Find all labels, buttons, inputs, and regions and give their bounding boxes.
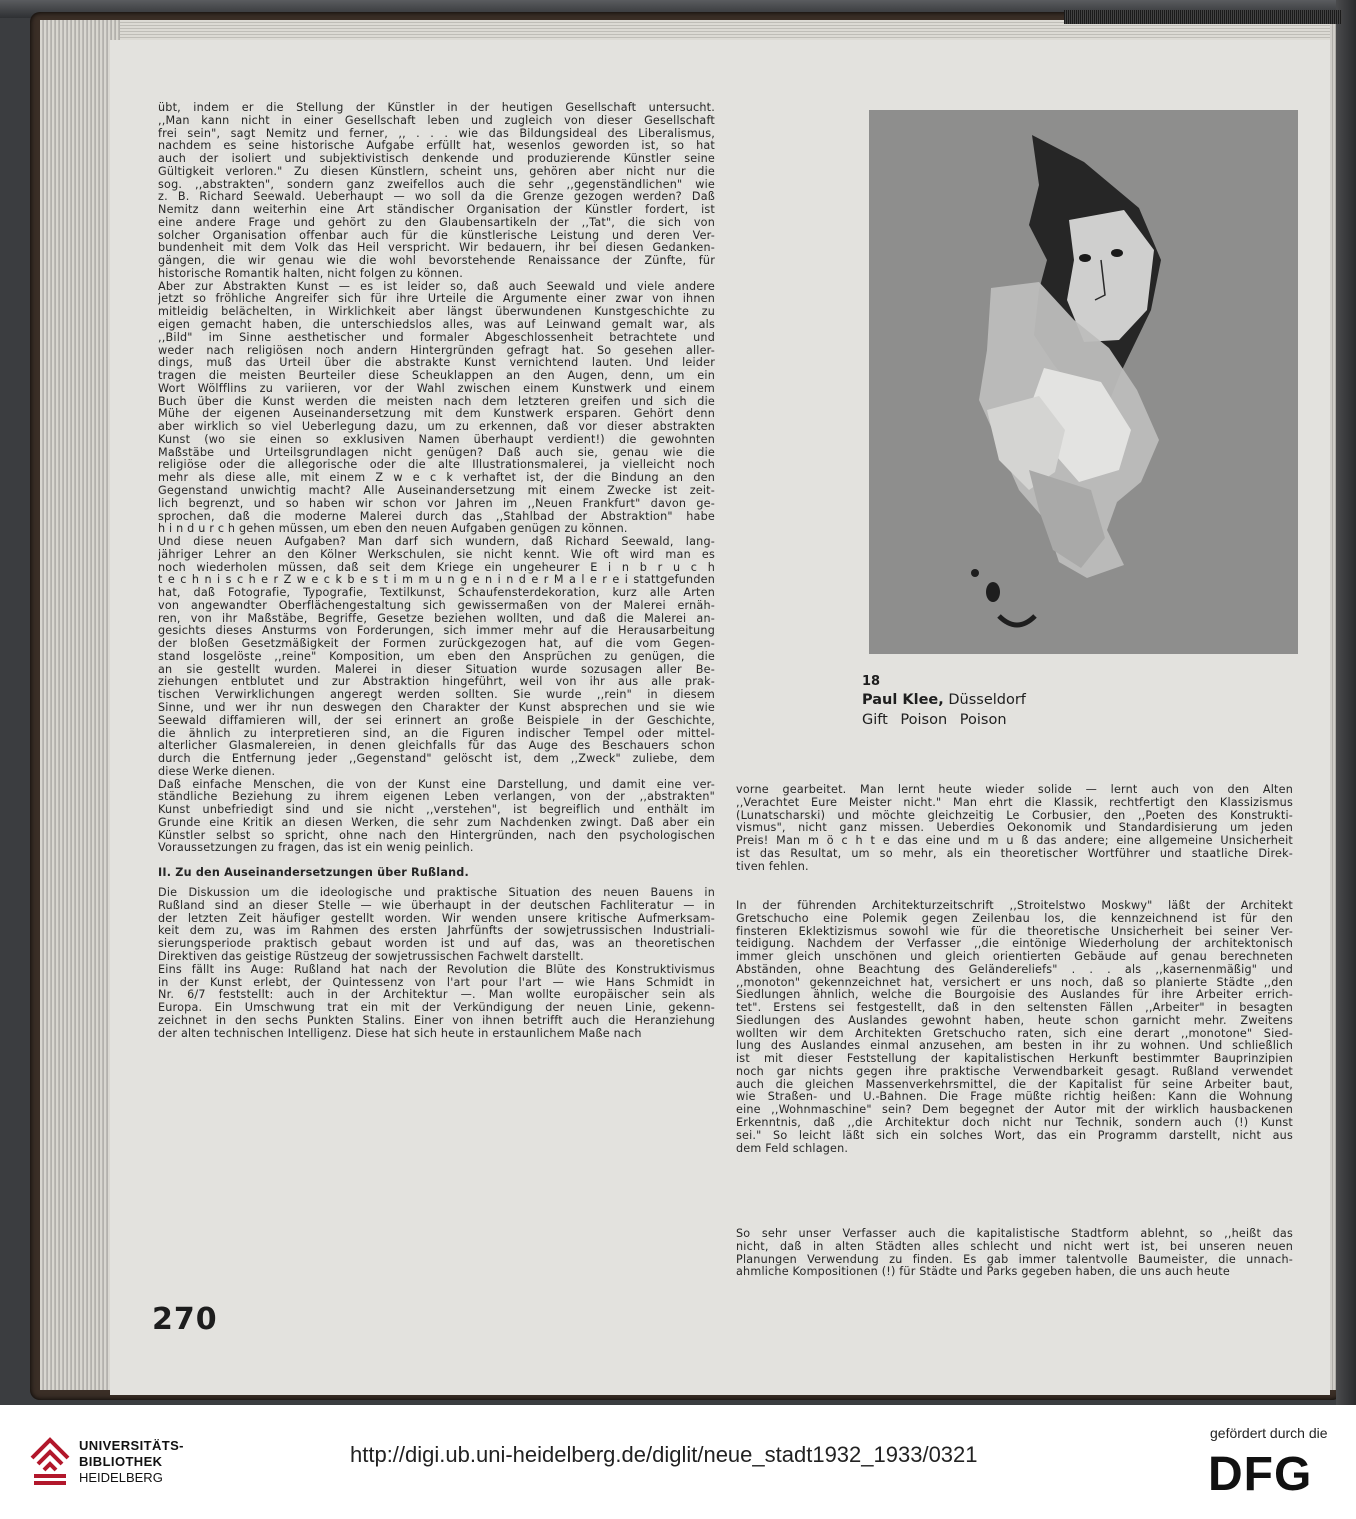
text-line: wie Straßen- und U.-Bahnen. Die Frage müßte richtig heißen: Kann die Wohnung [736, 1091, 1293, 1104]
text-line: jetzt so fröhliche Angreifer sich für ihre Urteile die Argumente einer zwar von ihnen [158, 293, 715, 306]
text-line: ziehungen entblutet und zur Abstraktion hingeführt, weil von ihr aus alle prak- [158, 676, 715, 689]
text-line: dem Feld schlagen. [736, 1142, 849, 1155]
text-line: religiöse oder die allegorische oder die alte Illustrationsmalerei, ja vielleicht noch [158, 459, 715, 472]
left-paragraph-4 [158, 779, 715, 856]
left-paragraph-1 [158, 102, 715, 281]
text-line: frei sein", sagt Nemitz und ferner, ,, . . . wie das Bildungsideal des Liberalismus, [158, 127, 715, 140]
text-line: So sehr unser Verfasser auch die kapitalistische Stadtform ablehnt, so ,,heißt das [736, 1228, 1293, 1240]
text-line: vorne gearbeitet. Man lernt heute wieder solide — lernt auch von den Alten [736, 784, 1293, 796]
left-paragraph-2 [158, 281, 715, 536]
text-line: durch die Entfernung jeder ,,Gegenstand" gelöscht ist, dem ,,Zweck" zuliebe, dem [158, 753, 715, 766]
painting-image [869, 110, 1298, 654]
text-line: Künstler selbst so spricht, ohne nach den Hintergründen, nach den psychologischen [158, 829, 715, 842]
text-line: Kunst unbefriedigt sind und sie nicht ,,verstehen", ist begreiflich und enthält im [158, 804, 715, 817]
text-line: noch gar nichts gegen ihre praktische Verwendbarkeit gesagt. Rußland verwendet [736, 1065, 1293, 1078]
text-line: diese Werke dienen. [158, 765, 276, 778]
permalink-url[interactable]: http://digi.ub.uni-heidelberg.de/diglit/neue_stadt1932_1933/0321 [350, 1442, 978, 1467]
text-line: Nemitz dann weiterhin eine Art ständischer Organisation der Künstler fordert, ist [158, 204, 715, 217]
library-name-line-3: HEIDELBERG [79, 1470, 163, 1485]
figure-city: Düsseldorf [948, 692, 1026, 708]
text-line: ren, von ihr Maßstäbe, Begriffe, Gesetze beziehen wollten, und daß die Malerei an- [158, 612, 715, 625]
text-line: Rußland sind an dieser Stelle — wie überhaupt in der deutschen Fachliteratur — in [158, 899, 715, 912]
text-line: z. B. Richard Seewald. Ueberhaupt — wo soll da die Grenze gezogen werden? Daß [158, 191, 715, 204]
text-line: die ähnlich zu interpretieren sind, an die Figuren indischer Tempel oder mittel- [158, 727, 715, 740]
text-line: (Lunatscharski) und möchte gleichzeitig Le Corbusier, den ,,Poeten des Konstrukti- [736, 809, 1293, 822]
page-edges-left [40, 20, 120, 1390]
text-line: der alten technischen Intelligenz. Diese hat sich heute in erstaunlichem Maße nach [158, 1027, 642, 1040]
text-line: zeichnet in den sechs Punkten Stalins. Einer von ihnen betrifft auch die Heranziehung [158, 1014, 715, 1027]
right-paragraph-2 [736, 900, 1293, 1155]
text-line: solcher Organisation offenbar auch für die künstlerische Leistung und deren Ver- [158, 229, 715, 242]
text-line: t e c h n i s c h e r Z w e c k b e s t i m m u n g e n i n d e r M a l e r e i stattgefunden [158, 574, 715, 587]
background-right [1336, 0, 1356, 1405]
text-line: Wort Wölfflins zu variieren, vor der Wahl zwischen einem Kunstwerk und einem [158, 382, 715, 395]
library-name[interactable] [79, 1438, 184, 1486]
text-line: hat, daß Fotografie, Typografie, Textilkunst, Schaufensterdekoration, kurz alle Arten [158, 587, 715, 600]
text-line: Planungen Verwendung zu finden. Es gab immer talentvolle Baumeister, die unnach- [736, 1253, 1293, 1266]
left-paragraph-5 [158, 887, 715, 964]
text-line: tet". Erstens sei festgestellt, daß in den seltensten Fällen ,,Arbeiter" in besagten [736, 1002, 1293, 1015]
left-column [158, 102, 715, 1040]
text-line: lung des Auslandes einmal anzusehen, am besten in ihr zu wohnen. Und schließlich [736, 1040, 1293, 1053]
text-line: mehr als diese alle, mit einem Z w e c k verhaftet ist, der die Bindung an den [158, 472, 715, 485]
text-line: tragen die meisten Beurteiler diese Scheuklappen an den Augen, denn, um ein [158, 370, 715, 383]
text-line: tischen Verwirklichungen angeregt werden sollten. Sie wurde ,,rein" in diesem [158, 689, 715, 702]
text-line: Europa. Ein Umschwung trat ein mit der Verkündigung der neuen Linie, gekenn- [158, 1002, 715, 1015]
text-line: Erkenntnis, daß ,,die Architektur doch nicht nur Technik, sondern auch (!) Kunst [736, 1117, 1293, 1130]
text-line: Aber zur Abstrakten Kunst — es ist leider so, daß auch Seewald und viele andere [158, 280, 715, 293]
text-line: sierungsperiode praktisch gebaut worden ist und auf das, was an theoretischen [158, 938, 715, 951]
text-line: ständliche Beziehung zu ihrem eigenen Leben verlangen, von der ,,abstrakten" [158, 791, 715, 804]
text-line: eigen gemacht haben, die unterschiedslos alles, was auf Leinwand gemalt war, als [158, 319, 715, 332]
viewer-footer [0, 1405, 1356, 1519]
text-line: ,,monoton" gekennzeichnet hat, versichert er uns noch, daß so planierte Städte ,,den [736, 976, 1293, 989]
text-line: dings, muß das Urteil über die abstrakte Kunst vernichtend lauten. Und leider [158, 357, 715, 370]
text-line: ahmliche Kompositionen (!) für Städte und Parks gegeben haben, die uns auch heute [736, 1266, 1230, 1279]
text-line: Preis! Man m ö c h t e das eine und m u ß das andere; eine allgemeine Unsicherheit [736, 835, 1293, 848]
text-line: tiven fehlen. [736, 860, 809, 873]
text-line: finsteren Eklektizismus sowohl wie für die theoretische Unsicherheit bei seiner Ver- [736, 925, 1293, 938]
text-line: Und diese neuen Aufgaben? Man darf sich wundern, daß Richard Seewald, lang- [158, 536, 715, 549]
text-line: sog. ,,abstrakten", sondern ganz zweifellos auch die sehr ,,gegenständlichen" wie [158, 178, 715, 191]
text-line: auch die gleichen Massenverkehrsmittel, die der Kapitalist für seine Arbeiter baut, [736, 1078, 1293, 1091]
dfg-logo[interactable]: DFG [1208, 1448, 1313, 1501]
text-line: ,,Man kann nicht in einer Gesellschaft leben und zugleich von dieser Gesellschaft [158, 114, 715, 127]
text-line: Kunst (wo sie einen so exklusiven Namen überhaupt verdient!) die gewohnten [158, 433, 715, 446]
text-line: jähriger Lehrer an den Kölner Werkschulen, sie nicht kennt. Wie oft wird man es [158, 548, 715, 561]
funded-by-label: gefördert durch die [1210, 1425, 1328, 1441]
library-stamp [1064, 10, 1342, 24]
text-line: Grunde eine Kritik an diesen Werken, die sehr zum Nachdenken zwingt. Daß aber ein [158, 816, 715, 829]
text-line: sprochen, daß die moderne Malerei durch das ,,Stahlbad der Abstraktion" habe [158, 510, 715, 523]
text-line: wollten wir dem Architekten Gretschucho raten, sich eine derart ,,monotone" Sied- [736, 1027, 1293, 1040]
text-line: vismus", nicht ganz missen. Ueberdies Oekonomik und Standardisierung um jeden [736, 822, 1293, 835]
text-line: gängen, die wir genau wie die wohl bevorstehende Renaissance der Zünfte, für [158, 255, 715, 268]
klee-painting-illustration [869, 110, 1298, 654]
text-line: Gretschucho eine Polemik gegen Zeilenbau los, die kennzeichnend ist für den [736, 912, 1293, 925]
text-line: Nr. 6/7 feststellt: auch in der Architektur —. Man wollte europäischer sein als [158, 989, 715, 1002]
text-line: historische Romantik halten, nicht folgen zu können. [158, 267, 463, 280]
figure-artist-line [862, 692, 1026, 712]
text-line: in der Kunst erlebt, der Quintessenz von l'art pour l'art — wie Hans Schmidt in [158, 976, 715, 989]
text-line: Direktiven das geistige Rüstzeug der sowjetrussischen Fachwelt darstellt. [158, 951, 584, 963]
text-line: weder nach religiösen noch andern Hintergründen gefragt hat. So gesehen aller- [158, 344, 715, 357]
text-line: eine andere Frage und gehört zu den Glaubensartikeln der ,,Tat", die sich von [158, 216, 715, 229]
text-line: ist das Resultat, um so mehr, als ein theoretischer Wortführer und staatliche Direk- [736, 847, 1293, 860]
figure-caption [862, 674, 1026, 732]
right-paragraph-1 [736, 784, 1293, 873]
text-line: alterlicher Glasmalereien, in denen gleichfalls für das Auge des Beschauers schon [158, 740, 715, 753]
text-line: ist mit dieser Feststellung der kapitalistischen Herkunft bestimmter Bauprinzipien [736, 1053, 1293, 1066]
library-name-line-1: UNIVERSITÄTS- [79, 1438, 184, 1453]
text-line: mitleidig belächelten, in Wirklichkeit aber längst überwundenen Kunstgeschichte zu [158, 306, 715, 319]
text-line: der letzten Zeit häufiger gestellt worden. Wir wenden unsere kritische Aufmerksam- [158, 912, 715, 925]
text-line: übt, indem er die Stellung der Künstler in der heutigen Gesellschaft untersucht. [158, 102, 715, 114]
text-line: ,,Verachtet Eure Meister nicht." Man ehrt die Klassik, rechtfertigt den Klassizismus [736, 796, 1293, 809]
text-line: noch wiederholen müssen, daß seit dem Kriege ein ungeheurer E i n b r u c h [158, 561, 715, 574]
right-paragraph-3 [736, 1228, 1293, 1279]
text-line: der bloßen Gesetzmäßigkeit der Formen zurückgezogen hat, auf die vom Gegen- [158, 638, 715, 651]
figure-title: Gift Poison Poison [862, 712, 1007, 728]
text-line: aber wirklich so viel Ueberlegung dazu, um zu erkennen, daß vor dieser abstrakten [158, 421, 715, 434]
text-line: Gegenstand unwichtig macht? Alle Auseinandersetzung mit einem Zwecke ist zeit- [158, 484, 715, 497]
figure-number: 18 [862, 674, 881, 689]
university-library-logo-icon[interactable] [28, 1434, 72, 1488]
text-line: Gültigkeit verloren." Zu diesen Künstlern, scheint uns, gehören aber nicht nur die [158, 165, 715, 178]
text-line: ,,Bild" im Sinne aesthetischer und formaler Abgeschlossenheit betrachtete und [158, 331, 715, 344]
text-line: von angewandter Oberflächengestaltung sich gewissermaßen von der Malerei ernäh- [158, 599, 715, 612]
figure-artist: Paul Klee, [862, 692, 944, 708]
text-line: Voraussetzungen zu fragen, das ist ein wenig peinlich. [158, 842, 474, 855]
text-line: Maßstäbe und Urteilsgrundlagen nicht genügen? Daß auch sie, genau wie die [158, 446, 715, 459]
text-line: teidigung. Nachdem der Verfasser ,,die eintönige Wiederholung der architektonisch [736, 938, 1293, 951]
text-line: keit dem zu, was im Rahmen des ersten Jahrfünfts der sowjetrussischen Industriali- [158, 925, 715, 938]
library-name-line-2: BIBLIOTHEK [79, 1454, 163, 1469]
text-line: Die Diskussion um die ideologische und praktische Situation des neuen Bauens in [158, 887, 715, 900]
text-line: In der führenden Architekturzeitschrift ,,Stroitelstwo Moskwy" läßt der Architekt [736, 900, 1293, 912]
text-line: gesichts dieses Ansturms von Forderungen, sich immer mehr auf die Herausarbeitung [158, 625, 715, 638]
text-line: Abständen, ohne Beachtung des Geländereliefs" . . . als ,,kasernenmäßig" und [736, 963, 1293, 976]
left-paragraph-6 [158, 964, 715, 1041]
left-paragraph-3 [158, 536, 715, 779]
text-line: Daß einfache Menschen, die von der Kunst eine Darstellung, und damit eine ver- [158, 778, 715, 791]
text-line: an sie gestellt wurden. Malerei in dieser Situation wurde sozusagen aller Be- [158, 663, 715, 676]
page-number: 270 [152, 1302, 218, 1337]
text-line: Buch über die Kunst werden die meisten nach dem letzteren greifen und sich die [158, 395, 715, 408]
text-line: sei." So leicht läßt sich ein solches Wort, das ein Programm darstellt, nicht aus [736, 1129, 1293, 1142]
text-line: nachdem es seine historische Aufgabe erfüllt hat, wesenlos geworden ist, so hat [158, 140, 715, 153]
text-line: Mühe der eigenen Auseinandersetzung mit dem Kunstwerk ersparen. Gehört denn [158, 408, 715, 421]
text-line: Siedlungen des Auslandes gewohnt haben, heute schon garnicht mehr. Zweitens [736, 1014, 1293, 1027]
text-line: nicht, daß in alten Städten alles schlecht und nicht wert ist, bei unseren neuen [736, 1240, 1293, 1253]
text-line: Seewald diffamieren will, der sei erinnert an große Beispiele in der Geschichte, [158, 714, 715, 727]
text-line: Sinne, und wer ihr nun deswegen den Charakter der Kunst absprechen und sie wie [158, 701, 715, 714]
text-line: Eins fällt ins Auge: Rußland hat nach der Revolution die Blüte des Konstruktivismus [158, 963, 715, 976]
text-line: lich begrenzt, und so haben wir schon vor Jahren im ,,Neuen Frankfurt" davon ge- [158, 497, 715, 510]
text-line: Siedlungen ähnlich, welche die Bourgoisie des Auslandes für ihre Arbeiter errich- [736, 989, 1293, 1002]
text-line: h i n d u r c h gehen müssen, um eben den neuen Aufgaben genügen zu können. [158, 523, 628, 536]
text-line: eine ,,Wohnmaschine" sein? Dem begegnet der Autor mit der wirklich hausbackenen [736, 1104, 1293, 1117]
text-line: stand losgelöste ,,reine" Komposition, um eben den Ansprüchen zu genügen, die [158, 650, 715, 663]
section-heading: II. Zu den Auseinandersetzungen über Rußland. [158, 866, 469, 880]
text-line: auch der isoliert und subjektivistisch denkende und produzierende Künstler seine [158, 153, 715, 166]
text-line: immer gleich unschönen und gleich orientierten Gebäude auf genau berechneten [736, 951, 1293, 964]
text-line: bundenheit mit dem Volk das Heil verspricht. Wir bedauern, ihr bei diesen Gedanken- [158, 242, 715, 255]
